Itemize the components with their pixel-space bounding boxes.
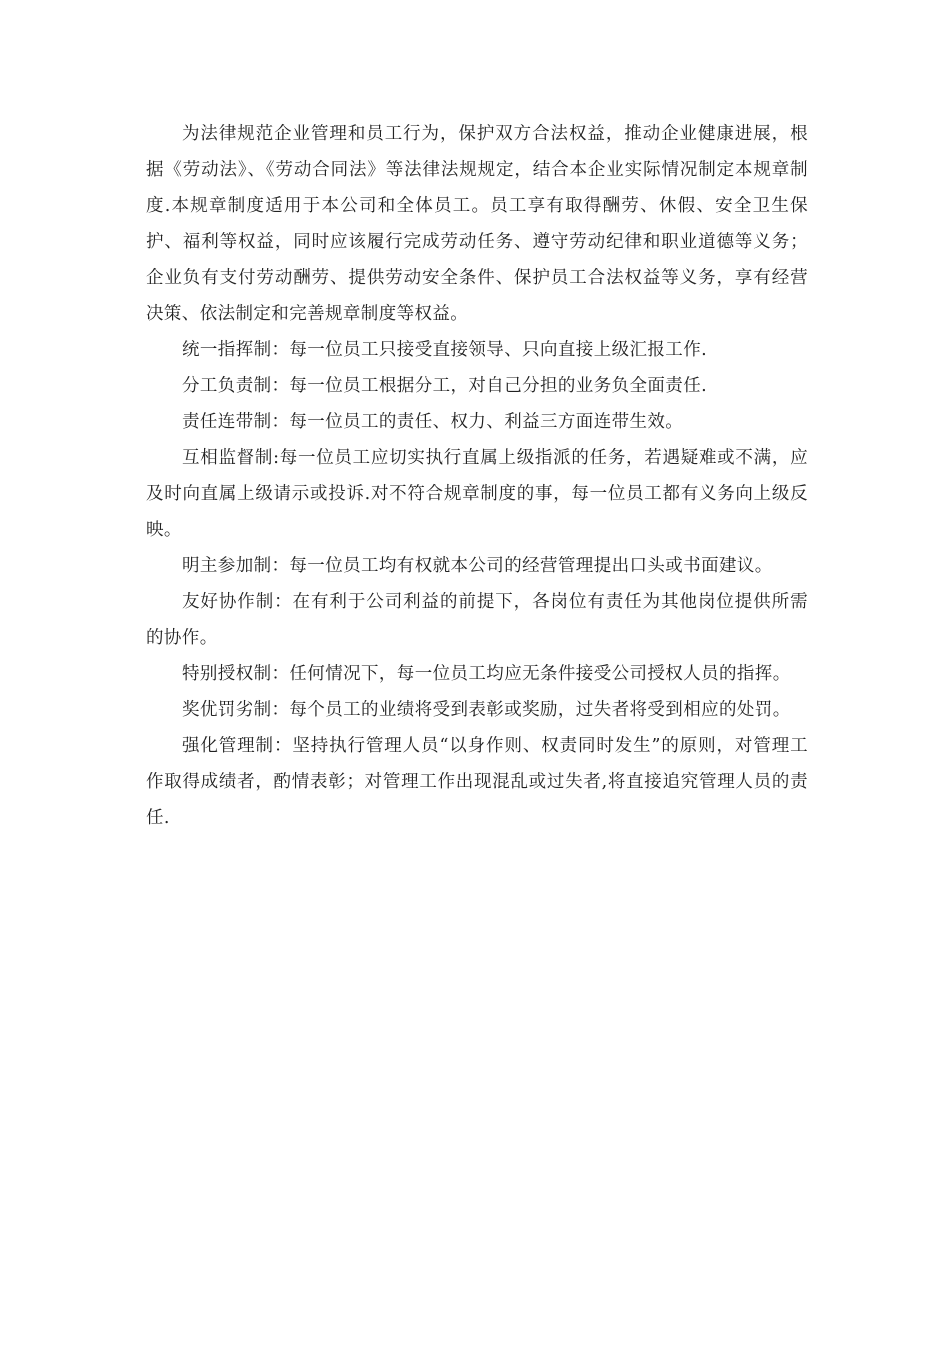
rule-special-authorization: 特别授权制：任何情况下，每一位员工均应无条件接受公司授权人员的指挥。 [182,664,791,684]
intro-paragraph: 为法律规范企业管理和员工行为，保护双方合法权益，推动企业健康进展，根据《劳动法》、《劳动合同法》等法律法规规定，结合本企业实际情况制定本规章制度.本规章制度适用于本公司和全体员工。员工享有取得酬劳、休假、安全卫生保护、福利等权益，同时应该履行完成劳动任务、遵守劳动纪律和职业道德等义务；企业负有支付劳动酬劳、提供劳动安全条件、保护员工合法权益等义务，享有经营决策、依法制定和完善规章制度等权益。 [146,124,808,324]
rule-reward-and-punishment: 奖优罚劣制：每个员工的业绩将受到表彰或奖励，过失者将受到相应的处罚。 [182,700,791,720]
rule-unified-command: 统一指挥制：每一位员工只接受直接领导、只向直接上级汇报工作. [182,340,708,360]
rule-mutual-supervision: 互相监督制:每一位员工应切实执行直属上级指派的任务，若遇疑难或不满，应及时向直属上级请示或投诉.对不符合规章制度的事，每一位员工都有义务向上级反映。 [146,448,808,540]
document-body [146,116,808,836]
rule-democratic-participation: 明主参加制：每一位员工均有权就本公司的经营管理提出口头或书面建议。 [182,556,773,576]
rule-strengthened-management: 强化管理制：坚持执行管理人员“以身作则、权责同时发生”的原则，对管理工作取得成绩者，酌情表彰；对管理工作出现混乱或过失者,将直接追究管理人员的责任. [146,736,808,828]
rule-joint-responsibility: 责任连带制：每一位员工的责任、权力、利益三方面连带生效。 [182,412,684,432]
rule-friendly-cooperation: 友好协作制：在有利于公司利益的前提下，各岗位有责任为其他岗位提供所需的协作。 [146,592,808,648]
rule-division-of-responsibility: 分工负责制：每一位员工根据分工，对自己分担的业务负全面责任. [182,376,708,396]
